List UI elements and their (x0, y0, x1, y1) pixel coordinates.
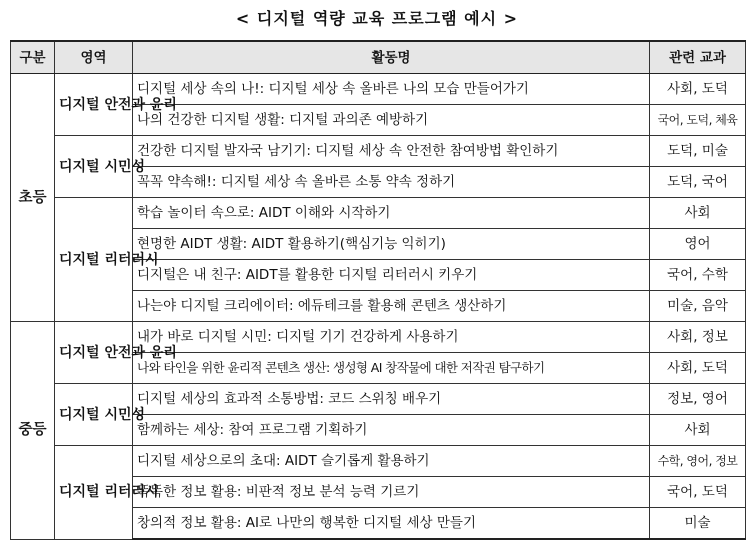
activity-cell: 내가 바로 디지털 시민: 디지털 기기 건강하게 사용하기 (133, 322, 650, 353)
activity-cell: 디지털 세상의 효과적 소통방법: 코드 스위칭 배우기 (133, 384, 650, 415)
table-row (11, 446, 746, 477)
area-middle-literacy: 디지털 리터러시 (55, 446, 133, 540)
subject-cell: 사회 (650, 415, 746, 446)
activity-cell: 학습 놀이터 속으로: AIDT 이해와 시작하기 (133, 198, 650, 229)
subject-cell: 국어, 도덕, 체육 (650, 105, 746, 136)
subject-cell: 수학, 영어, 정보 (650, 446, 746, 477)
subject-cell: 도덕, 미술 (650, 136, 746, 167)
activity-cell: 디지털 세상 속의 나!: 디지털 세상 속 올바른 나의 모습 만들어가기 (133, 74, 650, 105)
area-middle-citizenship: 디지털 시민성 (55, 384, 133, 446)
activity-cell: 똑똑한 정보 활용: 비판적 정보 분석 능력 기르기 (133, 477, 650, 508)
area-elementary-citizenship: 디지털 시민성 (55, 136, 133, 198)
activity-cell: 나와 타인을 위한 윤리적 콘텐츠 생산: 생성형 AI 창작물에 대한 저작권 탐구하기 (133, 353, 650, 384)
subject-cell: 국어, 도덕 (650, 477, 746, 508)
program-table (10, 40, 746, 540)
table-row (11, 384, 746, 415)
header-subject: 관련 교과 (650, 41, 746, 74)
activity-cell: 창의적 정보 활용: AI로 나만의 행복한 디지털 세상 만들기 (133, 508, 650, 540)
activity-cell: 꼭꼭 약속해!: 디지털 세상 속 올바른 소통 약속 정하기 (133, 167, 650, 198)
table-row (11, 136, 746, 167)
header-level: 구분 (11, 41, 55, 74)
activity-cell: 함께하는 세상: 참여 프로그램 기획하기 (133, 415, 650, 446)
subject-cell: 도덕, 국어 (650, 167, 746, 198)
header-row (11, 41, 746, 74)
activity-cell: 나의 건강한 디지털 생활: 디지털 과의존 예방하기 (133, 105, 650, 136)
header-activity: 활동명 (133, 41, 650, 74)
activity-cell: 디지털은 내 친구: AIDT를 활용한 디지털 리터러시 키우기 (133, 260, 650, 291)
activity-cell: 건강한 디지털 발자국 남기기: 디지털 세상 속 안전한 참여방법 확인하기 (133, 136, 650, 167)
activity-cell: 나는야 디지털 크리에이터: 에듀테크를 활용해 콘텐츠 생산하기 (133, 291, 650, 322)
subject-cell: 사회, 정보 (650, 322, 746, 353)
level-middle: 중등 (11, 322, 55, 540)
subject-cell: 미술, 음악 (650, 291, 746, 322)
subject-cell: 영어 (650, 229, 746, 260)
table-row (11, 74, 746, 105)
activity-cell: 디지털 세상으로의 초대: AIDT 슬기롭게 활용하기 (133, 446, 650, 477)
subject-cell: 사회, 도덕 (650, 74, 746, 105)
header-area: 영역 (55, 41, 133, 74)
subject-cell: 미술 (650, 508, 746, 540)
area-middle-safety-ethics: 디지털 안전과 윤리 (55, 322, 133, 384)
page-title: < 디지털 역량 교육 프로그램 예시 > (235, 9, 519, 28)
table-row (11, 322, 746, 353)
level-elementary: 초등 (11, 74, 55, 322)
subject-cell: 사회, 도덕 (650, 353, 746, 384)
table-row (11, 198, 746, 229)
area-elementary-literacy: 디지털 리터러시 (55, 198, 133, 322)
subject-cell: 사회 (650, 198, 746, 229)
subject-cell: 정보, 영어 (650, 384, 746, 415)
area-elementary-safety-ethics: 디지털 안전과 윤리 (55, 74, 133, 136)
activity-cell: 현명한 AIDT 생활: AIDT 활용하기(핵심기능 익히기) (133, 229, 650, 260)
subject-cell: 국어, 수학 (650, 260, 746, 291)
